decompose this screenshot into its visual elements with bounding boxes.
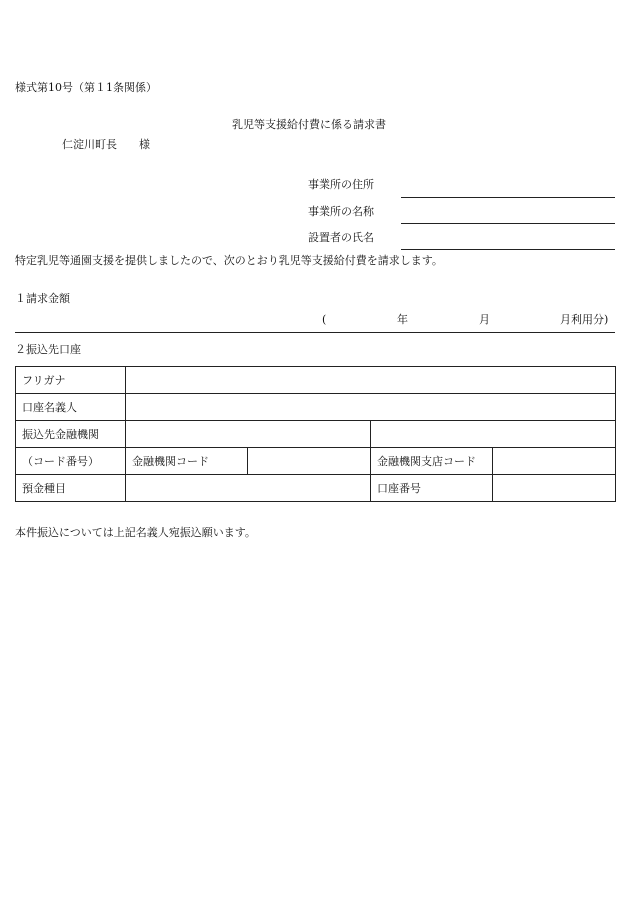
- code-number-label: （コード番号）: [16, 448, 126, 475]
- request-statement: 特定乳児等通園支援を提供しましたので、次のとおり乳児等支援給付費を請求します。: [15, 254, 443, 267]
- form-number: 様式第10号（第１1条関係）: [15, 81, 157, 94]
- bank-name-field[interactable]: [126, 421, 371, 448]
- table-row: [16, 421, 616, 448]
- addressee: 仁淀川町長 様: [62, 138, 150, 151]
- branch-code-label: 金融機関支店コード: [371, 448, 493, 475]
- table-row: [16, 448, 616, 475]
- bank-label: 振込先金融機関: [16, 421, 126, 448]
- account-holder-label: 口座名義人: [16, 394, 126, 421]
- founder-name-label: 設置者の氏名: [308, 231, 374, 244]
- period-paren-open: (: [322, 313, 327, 326]
- furigana-label: フリガナ: [16, 367, 126, 394]
- deposit-type-label: 預金種目: [16, 475, 126, 502]
- bank-account-table: [15, 366, 616, 502]
- period-year-label: 年: [397, 313, 408, 326]
- claim-amount-field[interactable]: [15, 332, 615, 333]
- deposit-type-field[interactable]: [126, 475, 371, 502]
- page-title: 乳児等支援給付費に係る請求書: [232, 118, 386, 131]
- account-number-label: 口座番号: [371, 475, 493, 502]
- account-holder-field[interactable]: [126, 394, 616, 421]
- table-row: [16, 394, 616, 421]
- table-row: [16, 367, 616, 394]
- table-row: [16, 475, 616, 502]
- business-name-label: 事業所の名称: [308, 205, 374, 218]
- business-name-field[interactable]: [401, 223, 615, 224]
- period-month-label: 月: [479, 313, 490, 326]
- bank-account-heading: ２振込先口座: [15, 343, 81, 356]
- account-number-field[interactable]: [493, 475, 616, 502]
- bank-code-field[interactable]: [248, 448, 371, 475]
- business-address-field[interactable]: [401, 197, 615, 198]
- branch-name-field[interactable]: [371, 421, 616, 448]
- furigana-field[interactable]: [126, 367, 616, 394]
- branch-code-field[interactable]: [493, 448, 616, 475]
- transfer-note: 本件振込については上記名義人宛振込願います。: [15, 526, 256, 539]
- period-usage-label: 月利用分): [560, 313, 609, 326]
- founder-name-field[interactable]: [401, 249, 615, 250]
- business-address-label: 事業所の住所: [308, 178, 374, 191]
- bank-code-label: 金融機関コード: [126, 448, 248, 475]
- claim-amount-heading: １請求金額: [15, 292, 70, 305]
